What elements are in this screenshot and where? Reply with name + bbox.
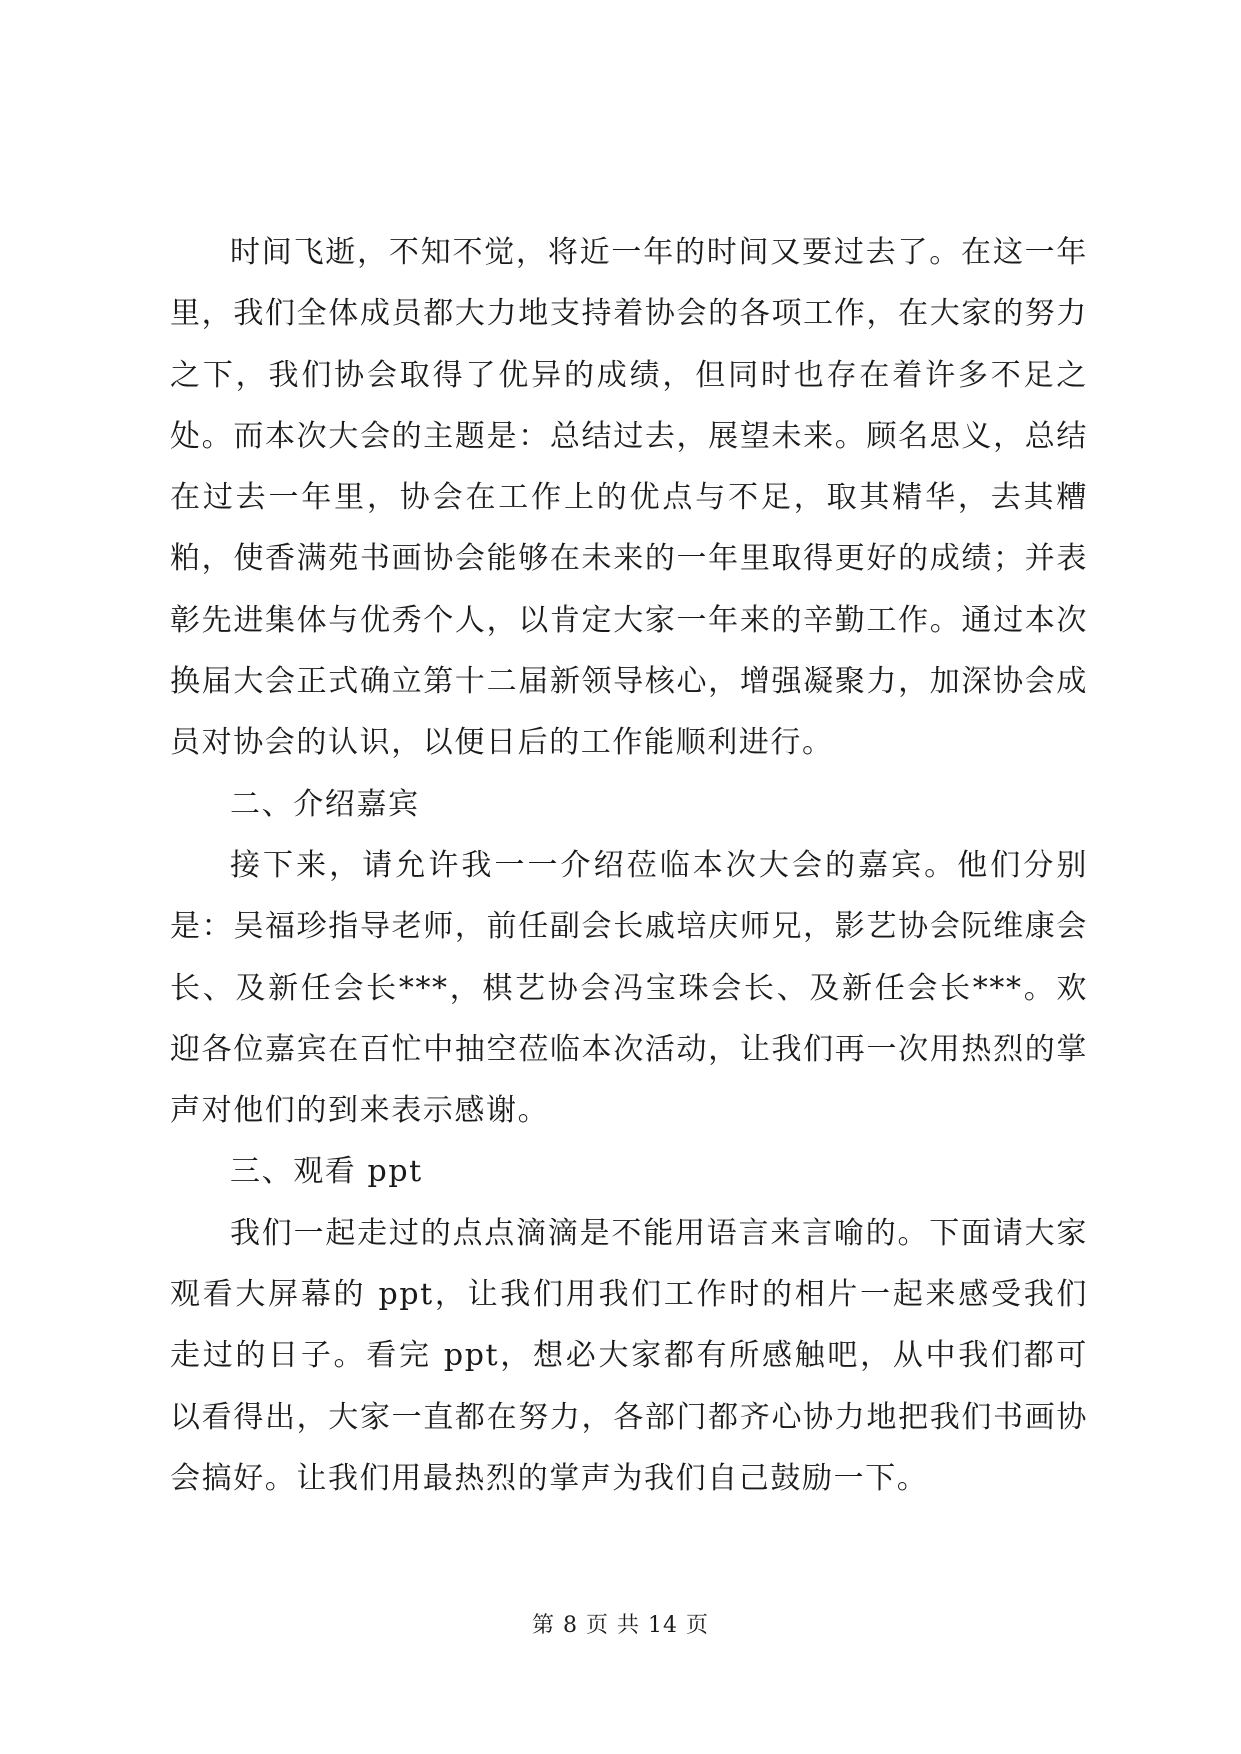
paragraph-opening: 时间飞逝，不知不觉，将近一年的时间又要过去了。在这一年里，我们全体成员都大力地支持着协会的各项工作，在大家的努力之下，我们协会取得了优异的成绩，但同时也存在着许多不足之处。而本次大会的主题是：总结过去，展望未来。顾名思义，总结在过去一年里，协会在工作上的优点与不足，取其精华，去其糟粕，使香满苑书画协会能够在未来的一年里取得更好的成绩；并表彰先进集体与优秀个人，以肯定大家一年来的辛勤工作。通过本次换届大会正式确立第十二届新领导核心，增强凝聚力，加深协会成员对协会的认识，以便日后的工作能顺利进行。 [170, 235, 1088, 761]
page-number-footer: 第 8 页 共 14 页 [532, 1613, 709, 1638]
paragraph-ppt: 我们一起走过的点点滴滴是不能用语言来言喻的。下面请大家观看大屏幕的 ppt，让我们用我们工作时的相片一起来感受我们走过的日子。看完 ppt，想必大家都有所感触吧，从中我们都可以看得出，大家一直都在努力，各部门都齐心协力地把我们书画协会搞好。让我们用最热烈的掌声为我们自己鼓励一下。 [170, 1215, 1088, 1496]
paragraph-guests: 接下来，请允许我一一介绍莅临本次大会的嘉宾。他们分别是：吴福珍指导老师，前任副会长戚培庆师兄，影艺协会阮维康会长、及新任会长***，棋艺协会冯宝珠会长、及新任会长***。欢迎各位嘉宾在百忙中抽空莅临本次活动，让我们再一次用热烈的掌声对他们的到来表示感谢。 [170, 847, 1088, 1129]
section-heading-introduce-guests: 二、介绍嘉宾 [230, 786, 420, 822]
section-heading-watch-ppt: 三、观看 ppt [230, 1154, 423, 1190]
document-body [170, 222, 1088, 1509]
